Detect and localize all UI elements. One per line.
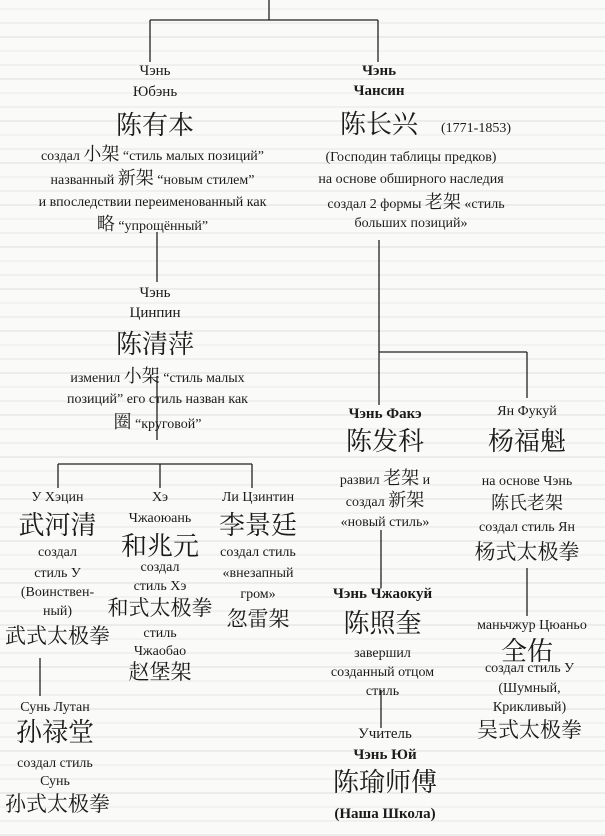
desc-text: создал — [40, 149, 80, 164]
li-jingting-cn: 李景廷 — [218, 511, 297, 540]
desc-text: «стиль — [464, 197, 505, 212]
sun-lutang-name: Сунь Лутан — [20, 700, 90, 715]
li-jingting-name: Ли Цзинтин — [221, 490, 295, 505]
chen-changxing-cn: 陈长兴 — [339, 110, 418, 139]
quanyou-style: 吴式太极拳 — [477, 718, 582, 742]
chen-youben-desc-3: и впоследствии переименованный как — [38, 195, 267, 210]
desc-text: создал — [345, 495, 385, 510]
desc-text: формы — [380, 197, 422, 212]
chen-youben-desc-1 — [0, 144, 305, 166]
he-zhaoyuan-name-2: Чжаоюань — [128, 511, 192, 526]
desc-cn: 小架 — [123, 366, 160, 386]
desc-cn: 老架 — [424, 192, 461, 212]
he-zhaoyuan-style: 和式太极拳 — [107, 596, 213, 620]
chen-youben-desc-2 — [0, 168, 305, 190]
li-jingting-desc-1: создал стиль — [220, 545, 296, 560]
quanyou-desc-2: (Шумный, — [498, 681, 561, 696]
desc-text: изменил — [70, 371, 121, 386]
chen-zhaokui-desc-2: созданный отцом — [330, 665, 435, 680]
chen-changxing-years: (1771-1853) — [441, 121, 511, 136]
desc-cn: 老架 — [383, 468, 420, 488]
desc-cn: 略 — [96, 214, 115, 234]
li-jingting-desc-4: 忽雷架 — [226, 607, 290, 631]
yang-fukui-desc-1: на основе Чэнь — [481, 474, 573, 489]
desc-cn: 圈 — [113, 412, 132, 432]
desc-text: развил — [339, 473, 380, 488]
wu-heqing-style: 武式太极拳 — [5, 624, 110, 648]
chen-qingping-desc-1 — [10, 366, 305, 388]
yang-fukui-desc-3: создал стиль Ян — [479, 520, 575, 535]
chen-youben-desc-4 — [0, 214, 305, 236]
chen-changxing-desc-3 — [296, 192, 536, 214]
wu-heqing-desc-2: стиль У — [34, 566, 81, 581]
wu-heqing-desc-3: (Воинствен- — [20, 585, 95, 600]
yang-fukui-cn: 杨福魁 — [487, 427, 566, 456]
chen-yu-name: Чэнь Юй — [353, 747, 417, 763]
sun-lutang-desc-1: создал стиль — [17, 756, 93, 771]
quanyou-name: маньчжур Цюаньо — [477, 618, 587, 633]
chen-zhaokui-cn: 陈照奎 — [343, 609, 422, 638]
chen-fake-name: Чэнь Факэ — [348, 406, 422, 422]
wu-heqing-desc-4: ный) — [42, 604, 73, 619]
yang-fukui-desc-2 — [462, 493, 592, 515]
chen-yu-cn: 陈瑜师傅 — [332, 768, 437, 797]
wu-heqing-desc-1: создал — [38, 545, 77, 560]
desc-cn: 小架 — [83, 144, 120, 164]
chen-yu-school: (Наша Школа) — [334, 806, 436, 822]
desc-cn: 陈氏老架 — [491, 493, 563, 513]
li-jingting-desc-3: гром» — [240, 587, 276, 602]
chen-changxing-desc-4: больших позиций» — [354, 216, 468, 231]
chen-fake-desc-3: «новый стиль» — [340, 515, 430, 530]
wu-heqing-name: У Хэцин — [31, 490, 84, 505]
chen-qingping-cn: 陈清萍 — [115, 330, 194, 359]
sun-lutang-desc-2: Сунь — [40, 774, 70, 789]
quanyou-desc-1: создал стиль У — [484, 661, 575, 676]
desc-text: “круговой” — [135, 417, 202, 432]
he-zhaoyuan-desc-4: Чжаобао — [133, 644, 187, 659]
desc-text: создал 2 — [327, 197, 377, 212]
he-zhaoyuan-desc-1: создал — [140, 560, 180, 575]
chen-fake-cn: 陈发科 — [345, 427, 424, 456]
chen-zhaokui-name: Чэнь Чжаокуй — [332, 586, 433, 602]
chen-qingping-name-1: Чэнь — [139, 285, 171, 301]
desc-text: названный — [50, 173, 115, 188]
desc-cn: 新架 — [388, 490, 425, 510]
chen-changxing-desc-1: (Господин таблицы предков) — [325, 150, 497, 165]
chen-zhaokui-desc-1: завершил — [354, 646, 411, 661]
chen-fake-desc-2 — [300, 490, 470, 512]
he-zhaoyuan-desc-3: стиль — [143, 626, 177, 641]
chen-qingping-name-2: Цинпин — [129, 305, 181, 321]
wu-heqing-cn: 武河清 — [18, 511, 97, 540]
desc-text: “новым стилем” — [157, 173, 255, 188]
he-zhaoyuan-desc-2: стиль Хэ — [133, 579, 187, 594]
sun-lutang-style: 孙式太极拳 — [5, 792, 110, 816]
quanyou-cn: 全佑 — [500, 637, 553, 666]
desc-text: “упрощённый” — [118, 219, 209, 234]
yang-fukui-name: Ян Фукуй — [497, 404, 557, 419]
chen-qingping-desc-2: позиций” его стиль назван как — [67, 392, 248, 407]
chen-yu-teacher: Учитель — [358, 726, 412, 742]
desc-text: и — [422, 473, 431, 488]
yang-fukui-style: 杨式太极拳 — [474, 540, 580, 564]
li-jingting-desc-2: «внезапный — [222, 566, 294, 581]
chen-changxing-name-2: Чансин — [353, 83, 405, 99]
quanyou-desc-3: Крикливый) — [492, 700, 567, 715]
chen-youben-name-2: Юбэнь — [132, 84, 178, 100]
chen-changxing-desc-2: на основе обширного наследия — [318, 172, 504, 187]
he-zhaoyuan-name-1: Хэ — [151, 490, 169, 505]
chen-fake-desc-1 — [300, 468, 470, 490]
sun-lutang-cn: 孙禄堂 — [15, 718, 94, 747]
he-zhaoyuan-cn: 和兆元 — [120, 532, 199, 561]
chen-qingping-desc-3 — [10, 412, 305, 434]
desc-cn: 新架 — [117, 168, 154, 188]
chen-youben-cn: 陈有本 — [115, 111, 194, 140]
he-zhaoyuan-desc-5: 赵堡架 — [128, 660, 192, 684]
desc-text: “стиль малых — [163, 371, 245, 386]
chen-zhaokui-desc-3: стиль — [365, 684, 400, 699]
chen-youben-name-1: Чэнь — [139, 63, 171, 79]
desc-text: “стиль малых позиций” — [122, 149, 265, 164]
chen-changxing-name-1: Чэнь — [361, 63, 397, 79]
